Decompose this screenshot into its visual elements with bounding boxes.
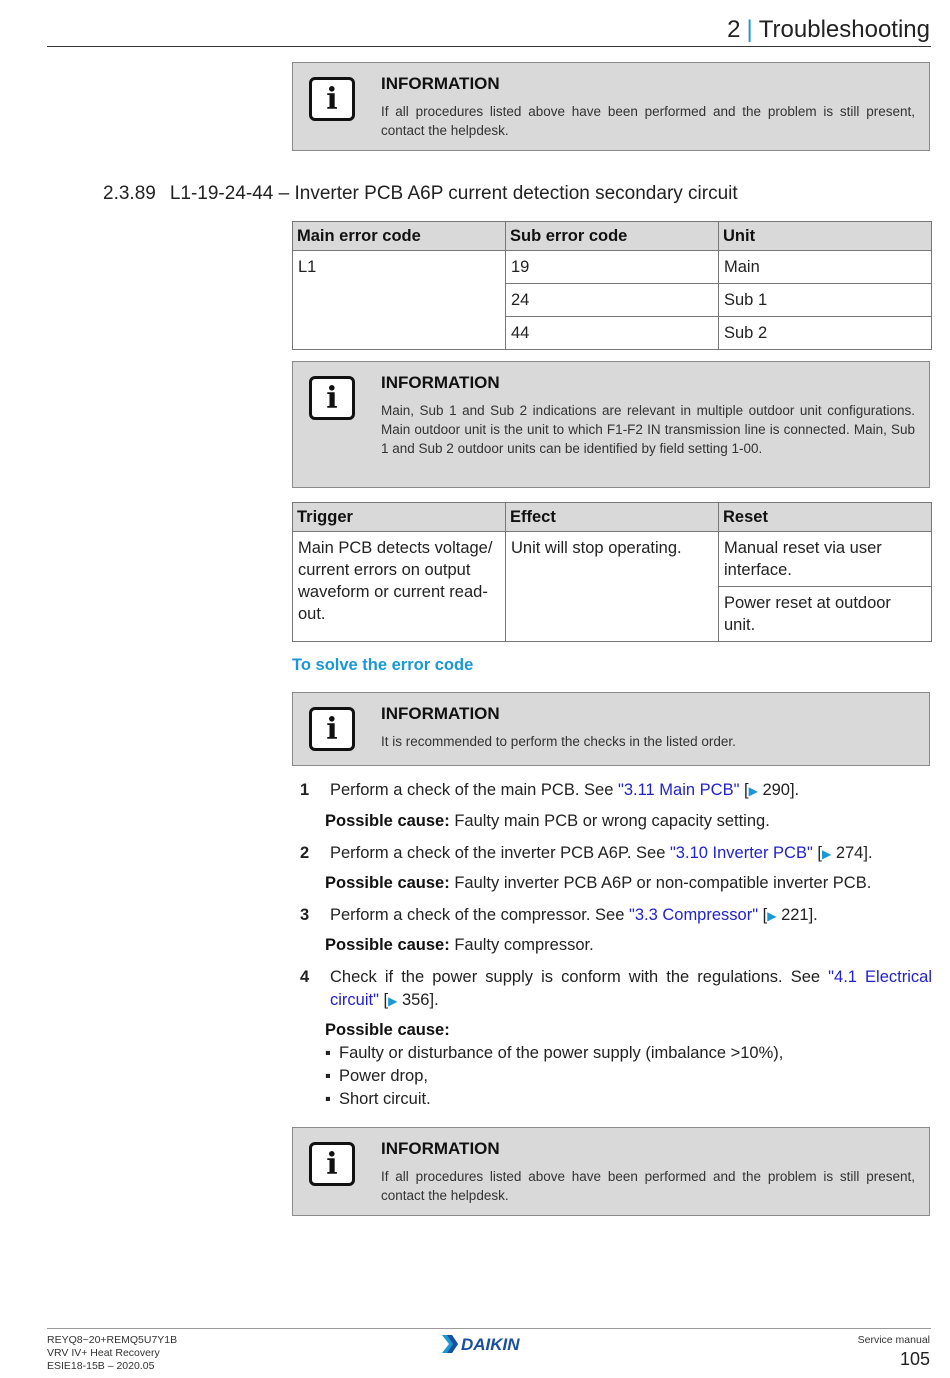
- page-reference: 221: [781, 906, 809, 924]
- daikin-logo-text: DAIKIN: [461, 1335, 520, 1354]
- information-icon: i: [309, 707, 355, 751]
- information-box-4: [292, 1127, 930, 1216]
- page-number: 105: [899, 1349, 930, 1369]
- section-title: L1-19-24-44 – Inverter PCB A6P current detection secondary circuit: [169, 183, 738, 204]
- main-error-code-cell: L1: [293, 251, 506, 350]
- information-title: INFORMATION: [381, 373, 500, 392]
- step-text: Check if the power supply is conform with the regulations. See: [330, 968, 829, 986]
- information-icon: i: [309, 77, 355, 121]
- information-box-2: [292, 361, 930, 488]
- footer-document-info: [47, 1334, 177, 1373]
- step-number: 1: [300, 781, 310, 799]
- step-4: 4 Check if the power supply is conform with the regulations. See "4.1 Electrical circuit" [▶ 356].: [300, 968, 932, 1009]
- unit-cell: Main: [719, 251, 932, 284]
- cause-label: Possible cause:: [325, 1021, 450, 1039]
- bullet-icon: ▪: [325, 1090, 331, 1108]
- bullet-icon: ▪: [325, 1044, 331, 1062]
- step-number: 2: [300, 844, 310, 862]
- step-1: 1 Perform a check of the main PCB. See "3.11 Main PCB" [▶ 290].: [300, 779, 932, 802]
- chapter-header: [727, 16, 930, 44]
- column-header: Sub error code: [506, 222, 719, 251]
- step-text: Perform a check of the inverter PCB A6P. See: [330, 844, 670, 862]
- trigger-cell: Main PCB detects voltage/ current errors on output waveform or current read-out.: [293, 532, 506, 642]
- sub-error-code-cell: 19: [506, 251, 719, 284]
- column-header: Unit: [719, 222, 932, 251]
- section-number: 2.3.89: [103, 183, 156, 204]
- column-header: Reset: [719, 503, 932, 532]
- section-heading: [103, 183, 738, 205]
- sub-error-code-cell: 24: [506, 284, 719, 317]
- error-code-table: [292, 221, 932, 350]
- column-header: Trigger: [293, 503, 506, 532]
- step-number: 3: [300, 906, 310, 924]
- step-2: 2 Perform a check of the inverter PCB A6P. See "3.10 Inverter PCB" [▶ 274].: [300, 842, 932, 865]
- step-text: Perform a check of the main PCB. See: [330, 781, 618, 799]
- page-arrow-icon: ▶: [388, 994, 398, 1008]
- information-box-3: [292, 692, 930, 766]
- trigger-effect-reset-table: [292, 502, 932, 642]
- footer-rule: [47, 1328, 931, 1329]
- possible-cause: [325, 1019, 450, 1042]
- page-reference: 290: [762, 781, 790, 799]
- solve-heading: To solve the error code: [292, 656, 474, 674]
- column-header: Effect: [506, 503, 719, 532]
- information-title: INFORMATION: [381, 704, 500, 723]
- information-text: It is recommended to perform the checks in the listed order.: [381, 734, 736, 749]
- effect-cell: Unit will stop operating.: [506, 532, 719, 642]
- footer-product: VRV IV+ Heat Recovery: [47, 1347, 160, 1359]
- footer-model: REYQ8~20+REMQ5U7Y1B: [47, 1334, 178, 1346]
- page-reference: 274: [835, 844, 864, 862]
- page-arrow-icon: ▶: [767, 909, 777, 923]
- information-icon: i: [309, 376, 355, 420]
- page-reference: 356: [401, 991, 430, 1009]
- step-3: 3 Perform a check of the compressor. See "3.3 Compressor" [▶ 221].: [300, 904, 932, 927]
- reset-cell: Manual reset via user interface.: [719, 532, 932, 587]
- information-text: If all procedures listed above have been performed and the problem is still present, contact the helpdesk.: [381, 1169, 915, 1203]
- cause-bullet: ▪ Short circuit.: [325, 1088, 431, 1111]
- information-title: INFORMATION: [381, 74, 500, 93]
- cross-reference-link[interactable]: "3.11 Main PCB": [617, 781, 740, 799]
- cause-bullet: ▪ Faulty or disturbance of the power supply (imbalance >10%),: [325, 1042, 783, 1065]
- header-separator: |: [746, 16, 753, 43]
- information-icon: i: [309, 1142, 355, 1186]
- header-rule: [47, 46, 931, 47]
- cause-bullet: ▪ Power drop,: [325, 1065, 428, 1088]
- footer-doc-id: ESIE18-15B – 2020.05: [47, 1360, 155, 1372]
- cause-text: Faulty compressor.: [449, 936, 594, 954]
- cross-reference-link[interactable]: "3.10 Inverter PCB": [669, 844, 813, 862]
- unit-cell: Sub 1: [719, 284, 932, 317]
- information-box-1: [292, 62, 930, 151]
- cross-reference-link[interactable]: "4.1 Electrical circuit": [330, 968, 932, 1009]
- cause-label: Possible cause:: [325, 874, 450, 892]
- reset-cell: Power reset at outdoor unit.: [719, 587, 932, 642]
- step-number: 4: [300, 968, 310, 986]
- footer-doc-type: Service manual: [857, 1334, 930, 1346]
- page-arrow-icon: ▶: [822, 847, 832, 861]
- information-title: INFORMATION: [381, 1139, 500, 1158]
- possible-cause: [325, 872, 871, 895]
- step-text: Perform a check of the compressor. See: [330, 906, 629, 924]
- cause-text: Faulty main PCB or wrong capacity setting.: [449, 812, 770, 830]
- cause-label: Possible cause:: [325, 812, 450, 830]
- sub-error-code-cell: 44: [506, 317, 719, 350]
- possible-cause: [325, 810, 770, 833]
- cross-reference-link[interactable]: "3.3 Compressor": [628, 906, 759, 924]
- information-text: If all procedures listed above have been performed and the problem is still present, contact the helpdesk.: [381, 104, 915, 138]
- page-arrow-icon: ▶: [748, 784, 758, 798]
- cause-text: Faulty inverter PCB A6P or non-compatible inverter PCB.: [449, 874, 872, 892]
- information-text: Main, Sub 1 and Sub 2 indications are relevant in multiple outdoor unit configurations. Main outdoor unit is the unit to which F1-F2 IN transmission line is connected. Main, Sub 1 and Sub 2 outdoor units can be identified by field setting 1-00.: [381, 403, 915, 456]
- column-header: Main error code: [293, 222, 506, 251]
- chapter-title: Troubleshooting: [758, 16, 930, 43]
- daikin-logo: [440, 1333, 540, 1355]
- chapter-number: 2: [727, 16, 741, 43]
- possible-cause: [325, 934, 594, 957]
- unit-cell: Sub 2: [719, 317, 932, 350]
- cause-label: Possible cause:: [325, 936, 450, 954]
- bullet-icon: ▪: [325, 1067, 331, 1085]
